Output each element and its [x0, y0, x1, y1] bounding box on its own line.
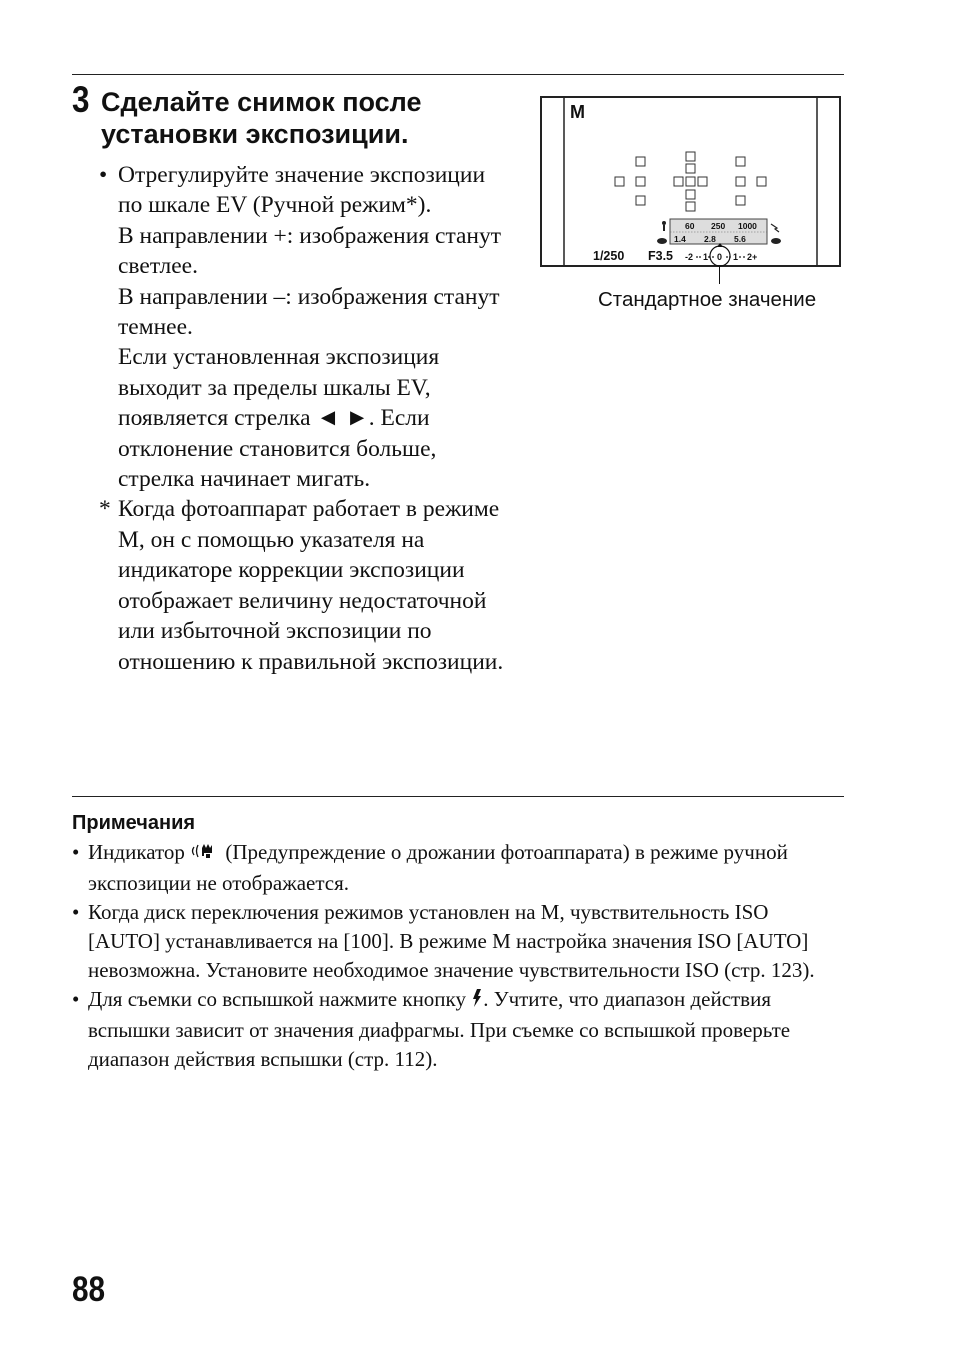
ev-scale-label: 2+	[747, 252, 758, 262]
lcd-illustration	[540, 96, 841, 267]
note-text: (Предупреждение о дрожании фотоаппарата) в режиме ручной экспозиции не отображается.	[88, 840, 788, 895]
aperture-scale-value: 1.4	[674, 234, 686, 244]
ev-scale-label: -2	[685, 252, 694, 262]
note-text: . Учтите, что диапазон действия вспышки зависит от значения диафрагмы. При съемке со вспышкой проверьте диапазон действия вспышки (стр. 112).	[88, 987, 791, 1071]
instruction-paragraph: В направлении –: изображения станут темнее.	[118, 283, 500, 341]
note-item	[72, 838, 844, 898]
notes-list	[72, 838, 844, 1074]
note-bullet: •	[72, 987, 80, 1011]
instruction-bullet	[99, 160, 509, 494]
step-body	[99, 160, 509, 677]
note-text: Когда диск переключения режимов установлен на M, чувствительность ISO [AUTO] устанавливается на [100]. В режиме M настройка значения ISO [AUTO] невозможна. Установите необходимое значение чувствительности ISO (стр. 123).	[88, 900, 815, 982]
step-title: Сделайте снимок после установки экспозиции.	[101, 87, 422, 149]
footnote-text: Когда фотоаппарат работает в режиме M, он с помощью указателя на индикаторе коррекции экспозиции отображает величину недостаточной или избыточной экспозиции по отношению к правильной экспозиции.	[118, 496, 504, 675]
shutter-scale-value: 60	[685, 221, 695, 231]
step-number: 3	[72, 79, 90, 120]
footnote-mark: *	[99, 496, 111, 523]
lcd-aperture: F3.5	[648, 249, 674, 263]
aperture-scale-value: 2.8	[704, 234, 716, 244]
shake-warning-icon	[190, 840, 220, 869]
note-text: Индикатор	[88, 840, 185, 864]
ev-scale-label: 1	[703, 252, 709, 262]
lcd-mode: M	[570, 102, 585, 122]
top-rule	[72, 74, 844, 75]
note-text: Для съемки со вспышкой нажмите кнопку	[88, 987, 466, 1011]
notes-rule	[72, 796, 844, 797]
instruction-paragraph: Если установленная экспозиция выходит за пределы шкалы EV, появляется стрелка ◄ ►. Если отклонение становится больше, стрелка начинает мигать.	[118, 344, 440, 493]
note-item	[72, 985, 844, 1074]
shutter-scale-value: 250	[711, 221, 726, 231]
ev-scale-label: 0	[717, 252, 723, 262]
callout-line	[719, 266, 720, 284]
lcd-shutter-speed: 1/250	[593, 249, 625, 263]
note-bullet: •	[72, 840, 80, 864]
notes-heading: Примечания	[72, 812, 196, 834]
ev-scale-label: 1	[733, 252, 739, 262]
instruction-paragraph: В направлении +: изображения станут светлее.	[118, 222, 502, 280]
flash-icon	[471, 987, 483, 1016]
standard-value-caption: Стандартное значение	[598, 288, 817, 311]
note-bullet: •	[72, 900, 80, 924]
bullet-mark: •	[99, 162, 108, 188]
shutter-scale-value: 1000	[738, 221, 757, 231]
footnote	[99, 494, 509, 676]
page-number: 88	[72, 1270, 106, 1309]
instruction-paragraph: Отрегулируйте значение экспозиции по шкале EV (Ручной режим*).	[118, 162, 486, 219]
note-item	[72, 898, 844, 985]
aperture-scale-value: 5.6	[734, 234, 746, 244]
